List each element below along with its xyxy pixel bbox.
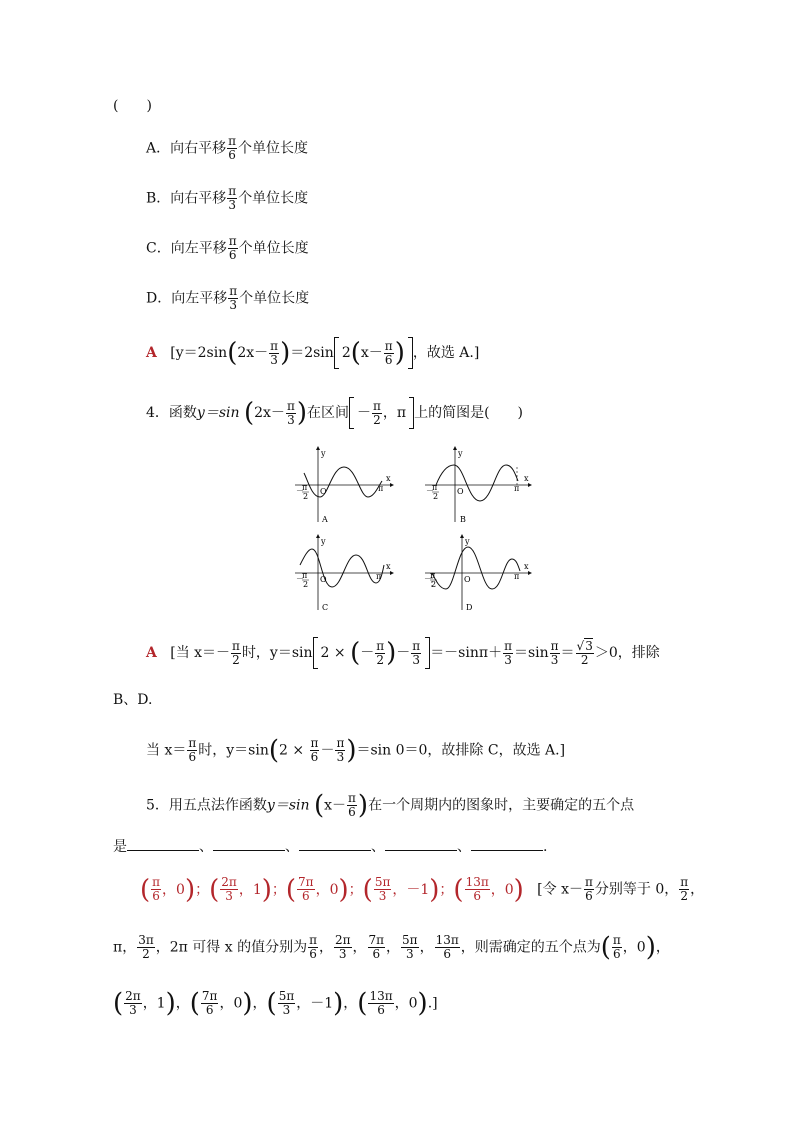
prev-question-paren: ( ): [113, 98, 152, 114]
svg-text:π: π: [376, 572, 382, 581]
svg-text:π: π: [302, 483, 308, 492]
graph-a-svg: [290, 447, 400, 527]
option-b: B．向右平移 $\frac{\pi}{3}$ 个单位长度: [146, 184, 309, 212]
pi-label: π: [378, 484, 384, 493]
svg-text:O: O: [320, 575, 327, 584]
graph-d-svg: [420, 535, 540, 615]
svg-text:－: －: [296, 574, 304, 583]
graph-d-label: D: [466, 603, 473, 612]
svg-text:π: π: [430, 571, 436, 580]
svg-text:x: x: [386, 562, 391, 571]
svg-text:2: 2: [433, 492, 439, 501]
answer-5-line3: ( $\frac{2\pi}{3}$ ，1)，( $\frac{7\pi}{6}$ ，0)，( $\frac{5\pi}{3}$ ，－1)，( $\frac{13\pi}{6}$ ，0).]: [113, 988, 438, 1019]
graph-d: [420, 535, 540, 615]
answer-4-line2: B、D.: [113, 692, 153, 708]
svg-text:x: x: [524, 562, 529, 571]
option-d: D．向左平移 $\frac{\pi}{3}$ 个单位长度: [146, 284, 310, 312]
svg-text:π: π: [432, 483, 438, 492]
answer-blank[interactable]: [299, 836, 371, 851]
svg-text:y: y: [458, 449, 463, 458]
svg-text:π: π: [514, 484, 520, 493]
svg-text:2: 2: [303, 492, 309, 501]
graph-c: [290, 535, 400, 615]
svg-text:y: y: [321, 537, 326, 546]
svg-text:x: x: [524, 474, 529, 483]
svg-text:y: y: [465, 537, 470, 546]
option-c: C．向左平移 $\frac{\pi}{6}$ 个单位长度: [146, 234, 309, 262]
svg-text:－: －: [424, 574, 432, 583]
svg-text:O: O: [457, 487, 464, 496]
svg-text:2: 2: [431, 580, 437, 589]
graph-c-label: C: [322, 603, 329, 612]
graph-b: [420, 447, 540, 527]
svg-text:π: π: [302, 571, 308, 580]
svg-text:O: O: [464, 575, 471, 584]
answer-4-line3: 当 x＝ $\frac{\pi}{6}$ 时，y＝sin(2 × $\frac{\pi}{6}$ － $\frac{\pi}{3}$ )＝sin 0＝0，故排除 C，故选 A.]: [146, 735, 566, 766]
origin-label: O: [320, 487, 327, 496]
question-5-line2: 是 、 、 、 、 .: [113, 836, 547, 857]
answer-5-line1: ( $\frac{\pi}{6}$ ，0)；( $\frac{2\pi}{3}$ ，1)；( $\frac{7\pi}{6}$ ，0)；( $\frac{5\pi}{3}$ ，－1)；( $\frac{13\pi}{6}$ ，0) [令 x－ $\frac{\pi}{6}$ 分别等于 0， $\frac{\pi}{2}$ ，: [140, 874, 705, 905]
graph-a-label: A: [322, 515, 328, 524]
question-5-line1: 5．用五点法作函数y＝sin (x－ $\frac{\pi}{6}$ )在一个周期内的图象时，主要确定的五个点: [146, 790, 635, 821]
y-label: y: [321, 449, 326, 458]
graph-b-label: B: [460, 515, 466, 524]
svg-text:π: π: [514, 572, 520, 581]
answer-blank[interactable]: [385, 836, 457, 851]
answer-blank[interactable]: [471, 836, 543, 851]
svg-text:2: 2: [303, 580, 309, 589]
svg-text:－: －: [426, 486, 434, 495]
x-label: x: [386, 474, 391, 483]
graph-c-svg: [290, 535, 400, 615]
answer-blank[interactable]: [213, 836, 285, 851]
question-4: 4．函数y＝sin (2x－ $\frac{\pi}{3}$ )在区间 － $\frac{\pi}{2}$ ，π 上的简图是( ): [146, 398, 524, 428]
answer-blank[interactable]: [127, 836, 199, 851]
svg-text:－: －: [296, 486, 304, 495]
answer-letter: A: [146, 645, 157, 661]
graph-b-svg: [420, 447, 540, 527]
answer-4-line1: A [当 x＝－ $\frac{\pi}{2}$ 时，y＝sin 2 × (－ $\frac{\pi}{2}$ )－ $\frac{\pi}{3}$ ＝－sinπ＋ $\frac{\pi}{3}$ ＝sin $\frac{\pi}{3}$ ＝ $\frac{√3}{2}$ ＞0，排除: [146, 638, 660, 668]
option-a: A．向右平移 $\frac{\pi}{6}$ 个单位长度: [146, 134, 309, 162]
graph-a: [290, 447, 400, 527]
answer-letter: A: [146, 345, 157, 361]
answer-5-line2: π， $\frac{3\pi}{2}$ ，2π 可得 x 的值分别为 $\frac{\pi}{6}$ ， $\frac{2\pi}{3}$ ， $\frac{7\pi}{6}$ ， $\frac{5\pi}{3}$ ， $\frac{13\pi}{6}$ ，则需确定的五个点为( $\frac{\pi}{6}$ ，0)，: [113, 932, 670, 963]
answer-3: A [y＝2sin(2x－ $\frac{\pi}{3}$ )＝2sin 2(x－ $\frac{\pi}{6}$ ) ，故选 A.]: [146, 338, 480, 368]
